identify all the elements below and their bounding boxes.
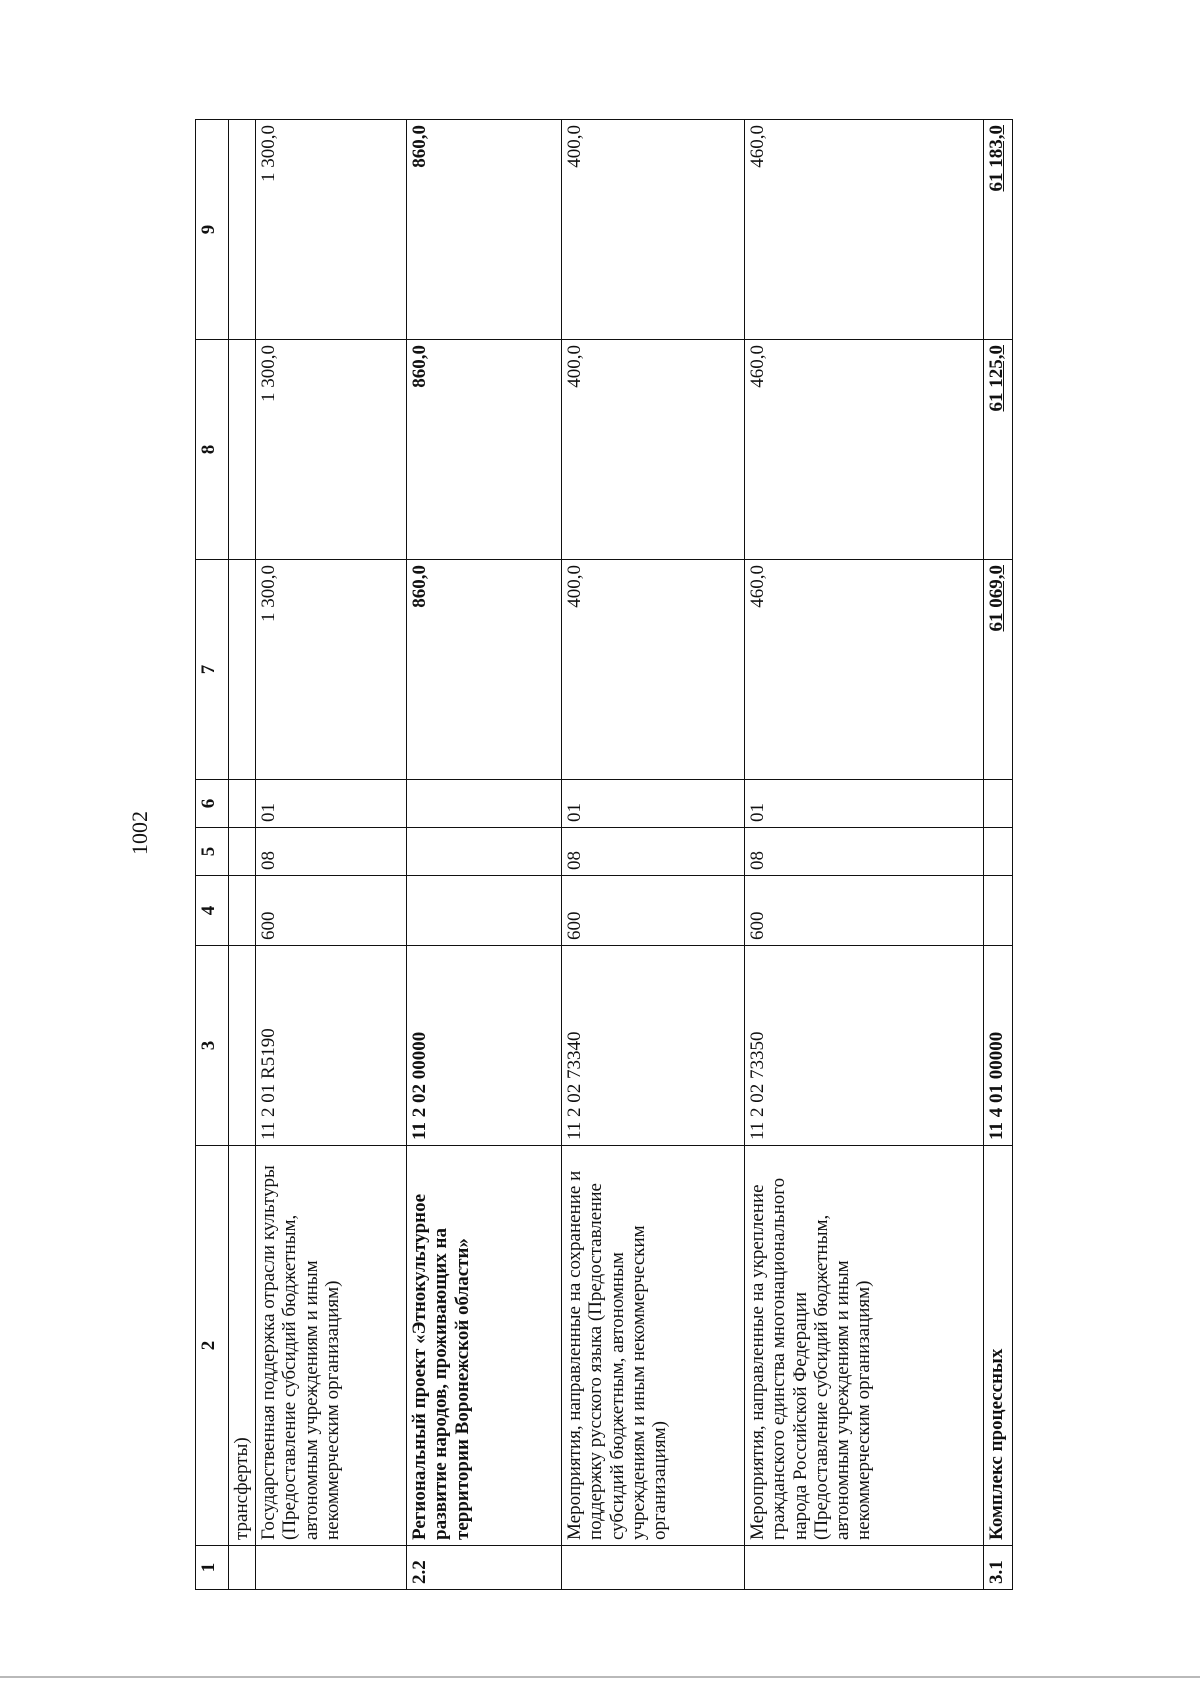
- row-name: трансферты): [229, 1146, 256, 1546]
- table-row: [984, 120, 1013, 1590]
- row-c4: [229, 876, 256, 946]
- row-c4: 600: [562, 876, 745, 946]
- row-value-7: 860,0: [407, 560, 562, 780]
- table-row: [562, 120, 745, 1590]
- budget-table: [195, 119, 1013, 1590]
- row-c6: [229, 780, 256, 828]
- row-value-9: 860,0: [407, 120, 562, 340]
- row-c5: 08: [745, 828, 984, 876]
- row-code: 11 2 02 00000: [407, 946, 562, 1146]
- header-col-5: 5: [196, 828, 229, 876]
- row-code: 11 2 02 73340: [562, 946, 745, 1146]
- row-value-7: 460,0: [745, 560, 984, 780]
- table-row: [229, 120, 256, 1590]
- row-value-9: 1 300,0: [256, 120, 407, 340]
- row-c6: 01: [562, 780, 745, 828]
- row-value-8: [229, 340, 256, 560]
- scan-edge-line: [0, 1676, 1200, 1678]
- table-row: [407, 120, 562, 1590]
- row-number: [745, 1546, 984, 1590]
- row-c6: [984, 780, 1013, 828]
- row-name: Комплекс процессных: [984, 1146, 1013, 1546]
- row-name: Мероприятия, направленные на укрепление гражданского единства многонационального народа Российской Федерации (Предоставление субсидий бюджетным, автономным учреждениям и иным некоммерческим организациям): [745, 1146, 984, 1546]
- row-value-7: 400,0: [562, 560, 745, 780]
- row-value-8: 61 125,0: [984, 340, 1013, 560]
- header-col-2: 2: [196, 1146, 229, 1546]
- row-value-9: 460,0: [745, 120, 984, 340]
- row-c5: [407, 828, 562, 876]
- row-c4: 600: [256, 876, 407, 946]
- row-c5: [984, 828, 1013, 876]
- row-value-8: 860,0: [407, 340, 562, 560]
- table-row: [745, 120, 984, 1590]
- row-c5: 08: [256, 828, 407, 876]
- row-number: 2.2: [407, 1546, 562, 1590]
- row-number: 3.1: [984, 1546, 1013, 1590]
- header-col-1: 1: [196, 1546, 229, 1590]
- row-code: 11 2 01 R5190: [256, 946, 407, 1146]
- row-name: Региональный проект «Этнокультурное развитие народов, проживающих на территории Воронежской области»: [407, 1146, 562, 1546]
- row-value-8: 1 300,0: [256, 340, 407, 560]
- row-value-9: 61 183,0: [984, 120, 1013, 340]
- row-value-8: 400,0: [562, 340, 745, 560]
- header-col-4: 4: [196, 876, 229, 946]
- header-col-9: 9: [196, 120, 229, 340]
- row-code: 11 2 02 73350: [745, 946, 984, 1146]
- row-value-9: [229, 120, 256, 340]
- row-value-9: 400,0: [562, 120, 745, 340]
- row-c6: 01: [256, 780, 407, 828]
- row-c6: 01: [745, 780, 984, 828]
- row-value-7: 61 069,0: [984, 560, 1013, 780]
- row-name: Государственная поддержка отрасли культуры (Предоставление субсидий бюджетным, автономным учреждениям и иным некоммерческим организациям): [256, 1146, 407, 1546]
- header-col-7: 7: [196, 560, 229, 780]
- row-name: Мероприятия, направленные на сохранение и поддержку русского языка (Предоставление субсидий бюджетным, автономным учреждениям и иным некоммерческим организациям): [562, 1146, 745, 1546]
- row-c5: 08: [562, 828, 745, 876]
- row-c6: [407, 780, 562, 828]
- table-row: [256, 120, 407, 1590]
- rotated-table-container: [195, 120, 1100, 1590]
- row-number: [229, 1546, 256, 1590]
- row-value-8: 460,0: [745, 340, 984, 560]
- row-c4: [984, 876, 1013, 946]
- row-c4: [407, 876, 562, 946]
- row-value-7: 1 300,0: [256, 560, 407, 780]
- row-code: 11 4 01 00000: [984, 946, 1013, 1146]
- header-col-6: 6: [196, 780, 229, 828]
- row-c4: 600: [745, 876, 984, 946]
- header-col-8: 8: [196, 340, 229, 560]
- row-number: [562, 1546, 745, 1590]
- header-row: [196, 120, 229, 1590]
- header-col-3: 3: [196, 946, 229, 1146]
- row-value-7: [229, 560, 256, 780]
- row-number: [256, 1546, 407, 1590]
- row-code: [229, 946, 256, 1146]
- page-number: 1002: [127, 811, 152, 855]
- row-c5: [229, 828, 256, 876]
